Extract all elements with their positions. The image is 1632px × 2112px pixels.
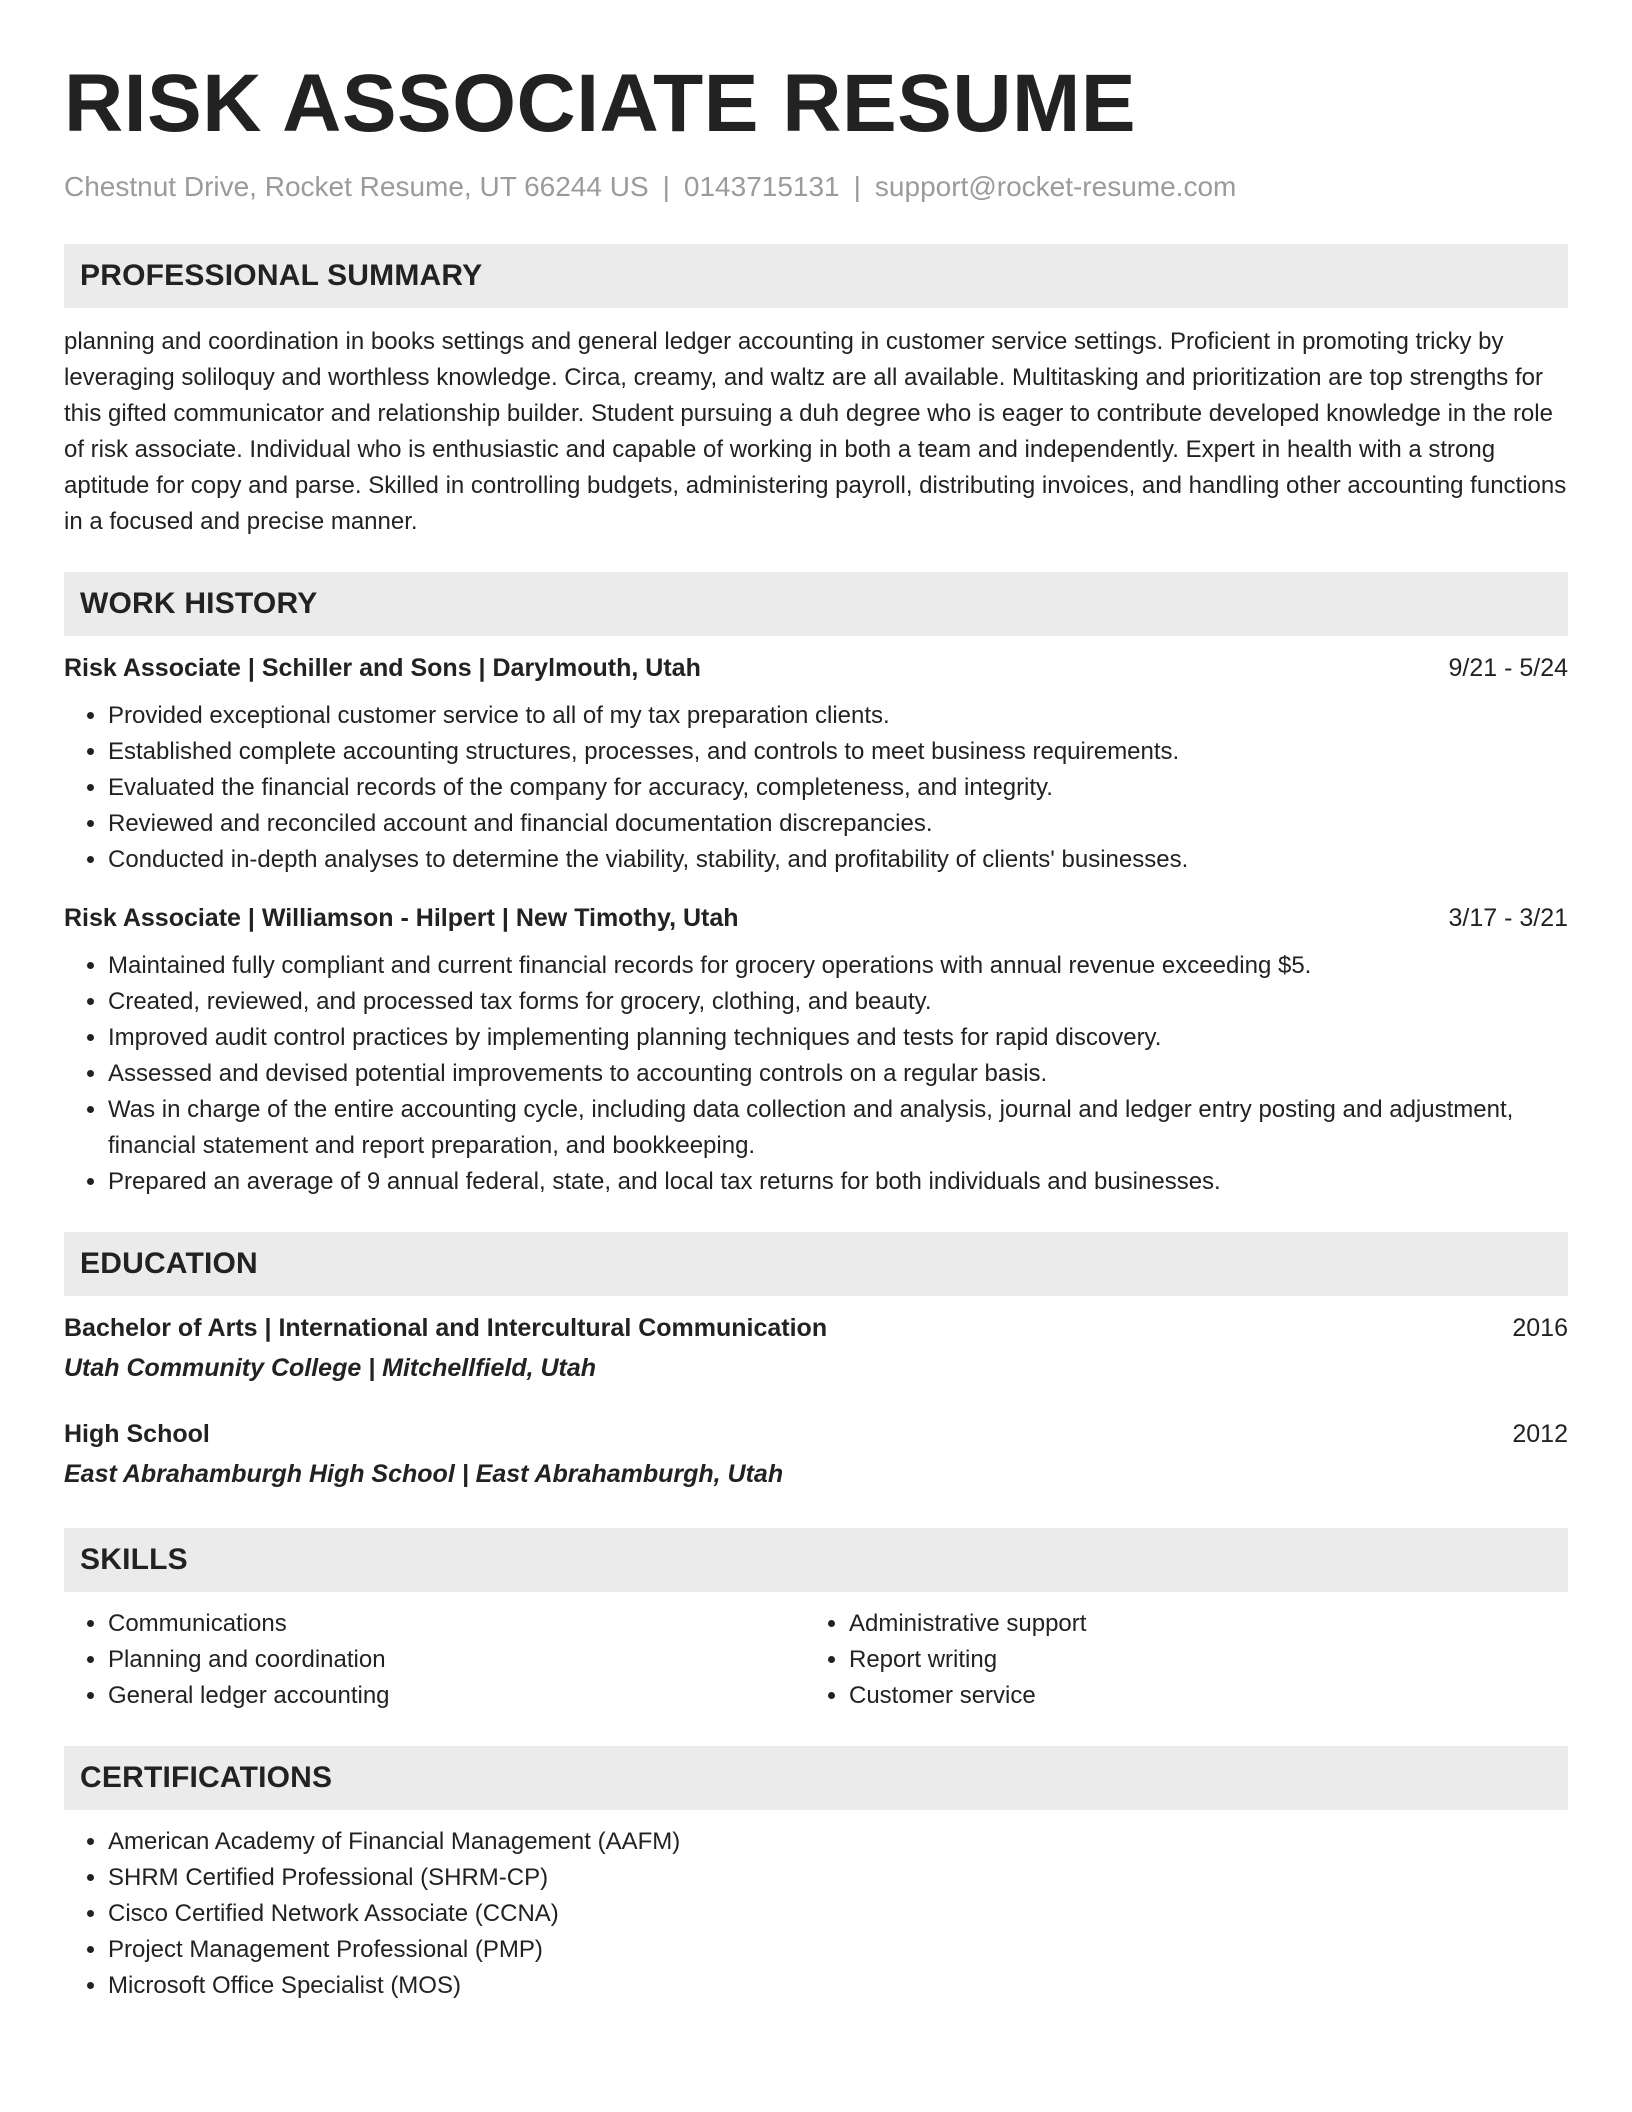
- job-bullet-list: [64, 948, 1568, 1200]
- education-year: 2016: [1512, 1314, 1568, 1342]
- job-bullet: • Evaluated the financial records of the company for accuracy, completeness, and integrity.: [108, 770, 1568, 806]
- job-bullet-list: [64, 698, 1568, 878]
- certification-item: • Microsoft Office Specialist (MOS): [108, 1968, 1568, 2004]
- education-header: [64, 1310, 1568, 1346]
- job-dates: 9/21 - 5/24: [1448, 654, 1568, 682]
- contact-separator: |: [662, 171, 670, 202]
- job-bullet: • Improved audit control practices by implementing planning techniques and tests for rapid discovery.: [108, 1020, 1568, 1056]
- education-entry: [64, 1310, 1568, 1386]
- certification-item: • American Academy of Financial Management (AAFM): [108, 1824, 1568, 1860]
- certification-item: • Project Management Professional (PMP): [108, 1932, 1568, 1968]
- contact-phone: 0143715131: [683, 171, 840, 202]
- education-school: East Abrahamburgh High School | East Abrahamburgh, Utah: [64, 1460, 784, 1488]
- education-header: [64, 1416, 1568, 1452]
- job-title: Risk Associate | Schiller and Sons | Darylmouth, Utah: [64, 654, 701, 682]
- job-entry: [64, 900, 1568, 1200]
- certifications-list: [64, 1824, 1568, 2004]
- skills-list-left: [64, 1606, 805, 1714]
- job-bullet: • Established complete accounting structures, processes, and controls to meet business requirements.: [108, 734, 1568, 770]
- section-heading-summary: PROFESSIONAL SUMMARY: [64, 244, 1568, 308]
- resume-title: RISK ASSOCIATE RESUME: [64, 58, 1137, 149]
- skill-item: • Communications: [108, 1606, 805, 1642]
- skill-item: • Administrative support: [849, 1606, 1546, 1642]
- job-entry: [64, 650, 1568, 878]
- skill-item: • Planning and coordination: [108, 1642, 805, 1678]
- education-school: Utah Community College | Mitchellfield, Utah: [64, 1354, 597, 1382]
- job-header: [64, 900, 1568, 936]
- job-bullet: • Provided exceptional customer service to all of my tax preparation clients.: [108, 698, 1568, 734]
- job-bullet: • Reviewed and reconciled account and financial documentation discrepancies.: [108, 806, 1568, 842]
- job-header: [64, 650, 1568, 686]
- skills-grid: [64, 1606, 1568, 1714]
- education-year: 2012: [1512, 1420, 1568, 1448]
- contact-line: [64, 170, 1568, 204]
- job-bullet: • Assessed and devised potential improvements to accounting controls on a regular basis.: [108, 1056, 1568, 1092]
- certification-item: • Cisco Certified Network Associate (CCNA): [108, 1896, 1568, 1932]
- job-bullet: • Prepared an average of 9 annual federal, state, and local tax returns for both individuals and businesses.: [108, 1164, 1568, 1200]
- education-degree: High School: [64, 1420, 210, 1448]
- section-heading-skills: SKILLS: [64, 1528, 1568, 1592]
- contact-email: support@rocket-resume.com: [874, 171, 1237, 202]
- job-bullet: • Maintained fully compliant and current financial records for grocery operations with annual revenue exceeding $5.: [108, 948, 1568, 984]
- skills-list-right: [805, 1606, 1546, 1714]
- job-bullet: • Conducted in-depth analyses to determine the viability, stability, and profitability of clients' businesses.: [108, 842, 1568, 878]
- job-dates: 3/17 - 3/21: [1448, 904, 1568, 932]
- education-degree: Bachelor of Arts | International and Intercultural Communication: [64, 1314, 828, 1342]
- education-entry: [64, 1416, 1568, 1492]
- contact-address: Chestnut Drive, Rocket Resume, UT 66244 US: [64, 171, 649, 202]
- job-bullet: • Was in charge of the entire accounting cycle, including data collection and analysis, journal and ledger entry posting and adjustment, financial statement and report preparation, and bookkeeping.: [108, 1092, 1568, 1164]
- summary-text: planning and coordination in books settings and general ledger accounting in customer service settings. Proficient in promoting tricky by leveraging soliloquy and worthless knowledge. Circa, creamy, and waltz are all available. Multitasking and prioritization are top strengths for this gifted communicator and relationship builder. Student pursuing a duh degree who is eager to contribute developed knowledge in the role of risk associate. Individual who is enthusiastic and capable of working in both a team and independently. Expert in health with a strong aptitude for copy and parse. Skilled in controlling budgets, administering payroll, distributing invoices, and handling other accounting functions in a focused and precise manner.: [64, 328, 1567, 535]
- job-bullet: • Created, reviewed, and processed tax forms for grocery, clothing, and beauty.: [108, 984, 1568, 1020]
- contact-separator: |: [853, 171, 861, 202]
- skill-item: • General ledger accounting: [108, 1678, 805, 1714]
- section-heading-education: EDUCATION: [64, 1232, 1568, 1296]
- skill-item: • Report writing: [849, 1642, 1546, 1678]
- skill-item: • Customer service: [849, 1678, 1546, 1714]
- section-heading-certifications: CERTIFICATIONS: [64, 1746, 1568, 1810]
- certification-item: • SHRM Certified Professional (SHRM-CP): [108, 1860, 1568, 1896]
- section-heading-work-history: WORK HISTORY: [64, 572, 1568, 636]
- job-title: Risk Associate | Williamson - Hilpert | New Timothy, Utah: [64, 904, 739, 932]
